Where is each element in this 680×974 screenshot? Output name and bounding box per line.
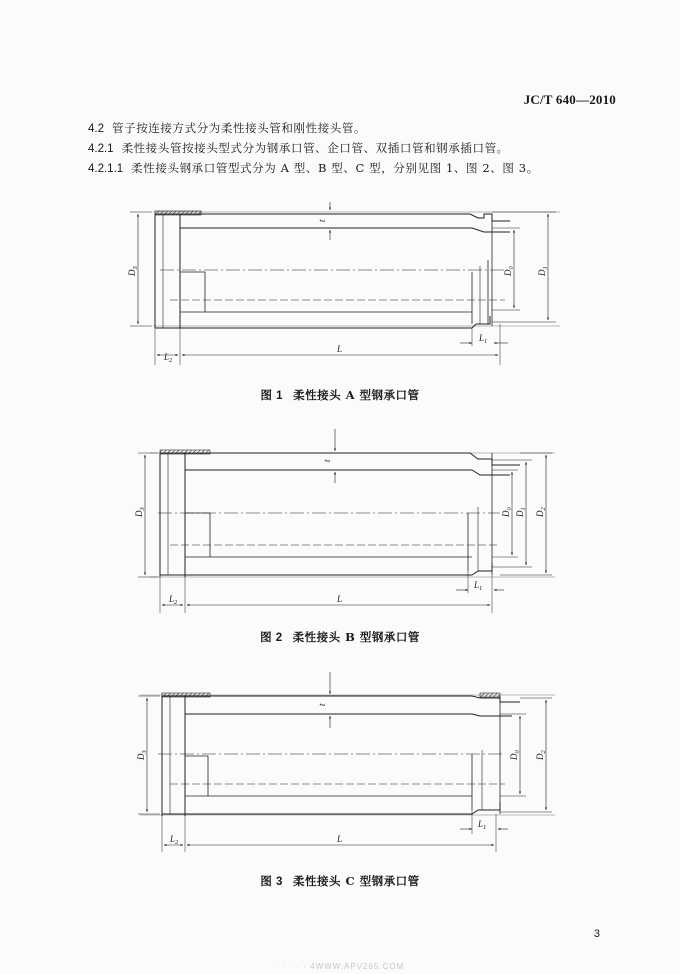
d3-label: $D_3$ bbox=[134, 507, 146, 517]
paragraph-number: 4.2 bbox=[88, 123, 104, 135]
l-label: L bbox=[337, 344, 343, 354]
l2-label: $L_2$ bbox=[169, 594, 178, 606]
l-label: L bbox=[337, 834, 343, 844]
watermark: · · · · · 4WWW.APV265.COM bbox=[275, 962, 405, 971]
figure-number: 图 1 bbox=[260, 390, 284, 402]
d1-label: $D_1$ bbox=[537, 266, 549, 276]
paragraph-text: 柔性接头钢承口管型式分为 A 型、B 型、C 型，分别见图 1、图 2、图 3。 bbox=[131, 161, 539, 175]
d2-label: $D_2$ bbox=[535, 750, 547, 760]
standard-code: JC/T 640—2010 bbox=[523, 92, 616, 107]
d2-label: $D_2$ bbox=[535, 507, 547, 517]
figure-3-caption bbox=[0, 873, 680, 889]
paragraph-text: 柔性接头管按接头型式分为钢承口管、企口管、双插口管和钢承插口管。 bbox=[121, 141, 509, 155]
l-label: L bbox=[337, 594, 343, 604]
figure-1-caption bbox=[0, 387, 680, 403]
paragraph-number: 4.2.1.1 bbox=[88, 163, 124, 175]
figure-number: 图 2 bbox=[260, 632, 283, 644]
figure-1-drawing bbox=[0, 200, 680, 375]
figure-title: 柔性接头 A 型钢承口管 bbox=[293, 388, 420, 402]
l2-label: $L_2$ bbox=[164, 352, 173, 364]
paragraph-4-2 bbox=[88, 120, 366, 136]
d0-label: $D_0$ bbox=[501, 507, 513, 517]
thickness-label: t bbox=[322, 459, 332, 462]
paragraph-4-2-1-1 bbox=[88, 160, 539, 176]
figure-3-drawing bbox=[0, 668, 680, 858]
paragraph-4-2-1 bbox=[88, 140, 509, 156]
paragraph-number: 4.2.1 bbox=[88, 143, 114, 155]
figure-2-drawing bbox=[0, 425, 680, 615]
d1-label: $D_1$ bbox=[515, 507, 527, 517]
figure-2-caption bbox=[0, 629, 680, 645]
thickness-label: t bbox=[317, 703, 327, 706]
paragraph-text: 管子按连接方式分为柔性接头管和刚性接头管。 bbox=[112, 121, 367, 135]
figure-number: 图 3 bbox=[260, 876, 283, 888]
d3-label: $D_3$ bbox=[136, 750, 148, 760]
d3-label: $D_3$ bbox=[127, 266, 139, 276]
d0-label: $D_0$ bbox=[509, 750, 521, 760]
figure-title: 柔性接头 C 型钢承口管 bbox=[292, 874, 420, 888]
page-number: 3 bbox=[593, 928, 600, 940]
l1-label: $L_1$ bbox=[474, 580, 483, 592]
l1-label: $L_1$ bbox=[479, 333, 488, 345]
l2-label: $L_2$ bbox=[170, 834, 179, 846]
l1-label: $L_1$ bbox=[478, 819, 487, 831]
figure-title: 柔性接头 B 型钢承口管 bbox=[292, 630, 420, 644]
d0-label: $D_0$ bbox=[503, 266, 515, 276]
thickness-label: t bbox=[317, 219, 327, 222]
